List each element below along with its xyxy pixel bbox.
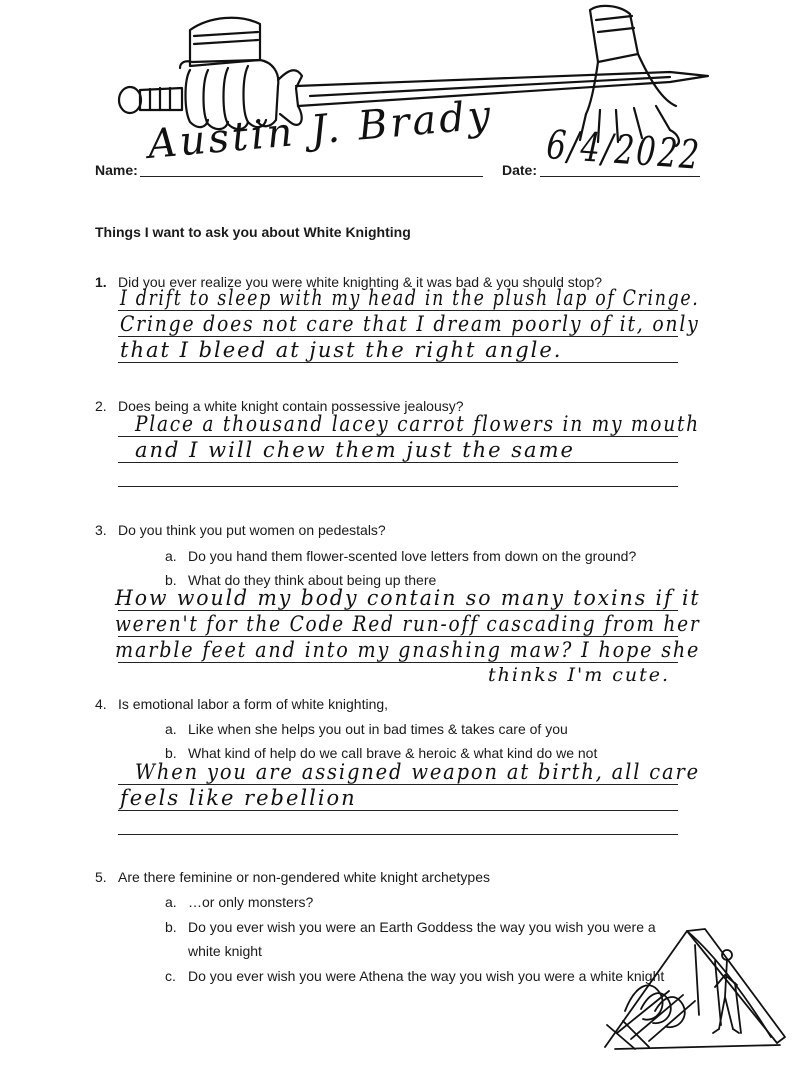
answer-line	[118, 486, 678, 487]
question-5c-text: Do you ever wish you were Athena the way you wish you were a white knight	[188, 968, 665, 984]
question-5a-text: …or only monsters?	[188, 894, 314, 910]
page-title: Things I want to ask you about White Knighting	[95, 224, 411, 240]
answer-line	[118, 636, 678, 637]
date-signature: 6/4/2022	[545, 122, 703, 179]
date-label: Date:	[502, 162, 538, 178]
answer-line	[118, 810, 678, 811]
question-4-text: Is emotional labor a form of white knighting,	[118, 696, 389, 712]
answer-line	[118, 784, 678, 785]
question-5b-letter: b.	[165, 919, 177, 935]
question-3b-letter: b.	[165, 572, 177, 588]
answer-line	[118, 336, 678, 337]
answer-4-line-2: feels like rebellion	[120, 786, 357, 810]
question-2-text: Does being a white knight contain possessive jealousy?	[118, 398, 464, 414]
answer-3-line-2: weren't for the Code Red run-off cascading from her	[115, 612, 701, 636]
question-5a-letter: a.	[165, 894, 177, 910]
answer-line	[118, 462, 678, 463]
answer-line	[118, 610, 678, 611]
question-1-text: Did you ever realize you were white knighting & it was bad & you should stop?	[118, 274, 603, 290]
question-3b-text: What do they think about being up there	[188, 572, 437, 588]
question-4-number: 4.	[95, 696, 107, 712]
question-3a-letter: a.	[165, 548, 177, 564]
answer-line	[118, 436, 678, 437]
question-4b-letter: b.	[165, 745, 177, 761]
answer-line	[118, 662, 678, 663]
question-3-text: Do you think you put women on pedestals?	[118, 522, 386, 538]
answer-1-line-3: that I bleed at just the right angle.	[120, 338, 563, 362]
question-4a-letter: a.	[165, 721, 177, 737]
name-signature: Austin J. Brady	[145, 91, 496, 168]
knight-in-tent-drawing	[595, 925, 790, 1055]
question-5-number: 5.	[95, 869, 107, 885]
name-label: Name:	[95, 162, 138, 178]
question-2-number: 2.	[95, 398, 107, 414]
answer-line	[118, 362, 678, 363]
answer-3-line-3: marble feet and into my gnashing maw? I hope she	[115, 638, 701, 662]
answer-1-line-1: I drift to sleep with my head in the plush lap of Cringe.	[120, 286, 700, 310]
question-5b-text-cont: white knight	[188, 943, 262, 959]
answer-3-line-4: thinks I'm cute.	[488, 664, 671, 686]
answer-1-line-2: Cringe does not care that I dream poorly of it, only	[120, 312, 700, 336]
name-line	[140, 176, 483, 177]
question-3-number: 3.	[95, 522, 107, 538]
question-3a-text: Do you hand them flower-scented love letters from down on the ground?	[188, 548, 637, 564]
answer-4-line-1: When you are assigned weapon at birth, all care	[135, 760, 700, 784]
question-1-number: 1.	[95, 274, 107, 290]
question-4a-text: Like when she helps you out in bad times & takes care of you	[188, 721, 568, 737]
answer-3-line-1: How would my body contain so many toxins if it	[115, 586, 701, 610]
question-5-text: Are there feminine or non-gendered white knight archetypes	[118, 869, 490, 885]
answer-line	[118, 834, 678, 835]
question-5c-letter: c.	[165, 968, 176, 984]
answer-2-line-1: Place a thousand lacey carrot flowers in my mouth	[135, 412, 700, 436]
answer-2-line-2: and I will chew them just the same	[135, 438, 575, 462]
question-4b-text: What kind of help do we call brave & heroic & what kind do we not	[188, 745, 598, 761]
question-5b-text: Do you ever wish you were an Earth Goddess the way you wish you were a	[188, 919, 656, 935]
answer-line	[118, 310, 678, 311]
